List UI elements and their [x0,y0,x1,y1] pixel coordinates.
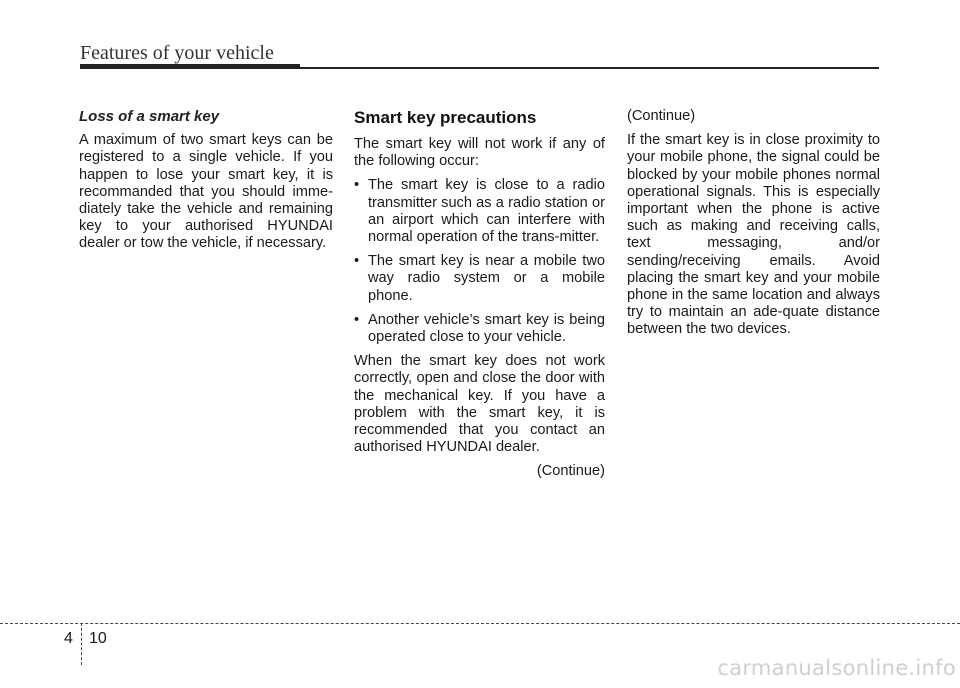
page-number: 10 [89,630,107,647]
header-rule-thin [300,67,879,69]
page-header-title: Features of your vehicle [80,42,274,64]
intro-paragraph: The smart key will not work if any of the following occur: [354,136,605,170]
list-item [354,253,605,305]
watermark-text: carmanualsonline.info [717,656,956,680]
list-item-text: The smart key is close to a radio transmitter such as a radio station or an airport which can interfere with normal operation of the trans-mitter. [368,177,605,246]
bullet-icon: • [354,177,360,194]
bullet-list [354,177,605,346]
continue-label: (Continue) [536,463,605,480]
footer-divider [81,623,82,665]
list-item-text: Another vehicle’s smart key is being operated close to your vehicle. [368,311,605,346]
list-item-text: The smart key is near a mobile two way radio system or a mobile phone. [368,253,605,304]
list-item [354,177,605,246]
body-paragraph: A maximum of two smart keys can be registered to a single vehicle. If you happen to lose your smart key, it is recommanded that you should imme-diately take the vehicle and remaining key to your authorised HYUNDAI dealer or tow the vehicle, if necessary. [79,132,333,252]
column-right [627,108,880,346]
column-left [79,108,333,260]
body-paragraph: If the smart key is in close proximity to your mobile phone, the signal could be blocked by your mobile phones normal operational signals. This is especially important when the phone is active such as making and receiving calls, text messaging, and/or sending/receiving emails. Avoid placing the smart key and your mobile phone in the same location and always try to maintain an ade-quate distance between the two devices. [627,132,880,338]
bullet-icon: • [354,311,360,328]
bullet-icon: • [354,253,360,270]
section-heading: Smart key precautions [354,108,537,127]
section-subheading: Loss of a smart key [79,108,220,125]
column-middle [354,108,605,488]
chapter-number: 4 [64,630,73,647]
footer-rule [0,623,960,624]
body-paragraph: When the smart key does not work correctly, open and close the door with the mechanical key. If you have a problem with the smart key, it is recommended that you contact an authorised HYUNDAI dealer. [354,353,605,456]
header-rule-thick [80,64,300,69]
continue-label: (Continue) [627,108,696,124]
list-item [354,312,605,346]
